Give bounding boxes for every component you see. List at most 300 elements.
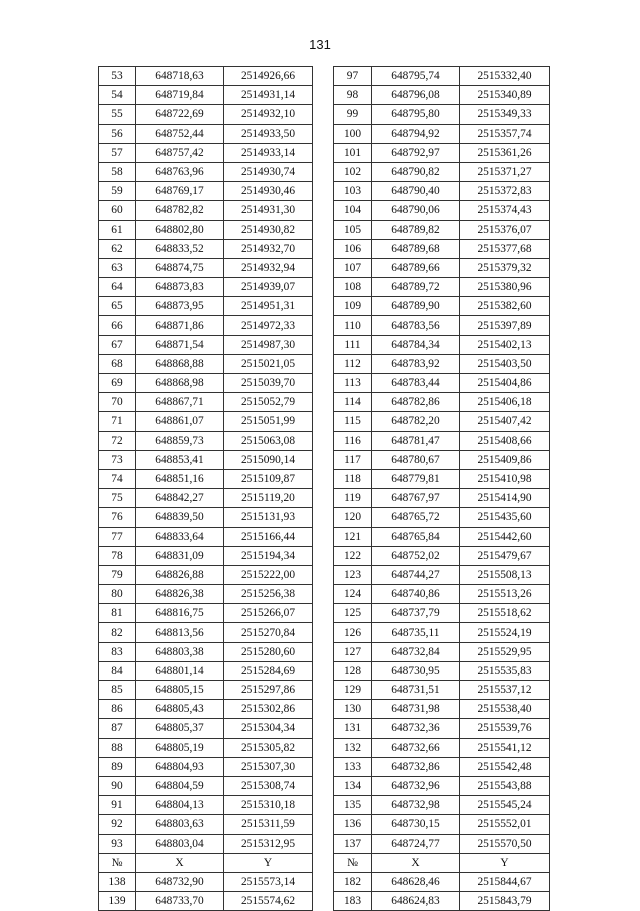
x-coordinate-cell: 648833,52: [136, 239, 224, 258]
point-number-cell: 55: [99, 105, 136, 124]
y-coordinate-cell: 2515542,48: [460, 757, 550, 776]
y-coordinate-cell: 2515305,82: [224, 738, 313, 757]
x-coordinate-cell: 648783,44: [372, 374, 460, 393]
x-coordinate-cell: 648804,93: [136, 757, 224, 776]
table-row: [99, 182, 313, 201]
coordinates-table-right: [333, 66, 550, 911]
table-row: [334, 86, 550, 105]
table-row: [334, 105, 550, 124]
table-row: [99, 258, 313, 277]
table-row: [334, 431, 550, 450]
point-number-cell: 68: [99, 354, 136, 373]
table-row: [99, 815, 313, 834]
y-coordinate-cell: 2514972,33: [224, 316, 313, 335]
point-number-cell: 127: [334, 642, 372, 661]
point-number-cell: 81: [99, 604, 136, 623]
y-coordinate-cell: 2515371,27: [460, 162, 550, 181]
x-coordinate-cell: 648826,38: [136, 585, 224, 604]
point-number-cell: 124: [334, 585, 372, 604]
x-coordinate-cell: 648861,07: [136, 412, 224, 431]
point-number-cell: 118: [334, 469, 372, 488]
y-coordinate-cell: 2515843,79: [460, 892, 550, 911]
y-coordinate-cell: 2515406,18: [460, 393, 550, 412]
column-header-num: №: [99, 853, 136, 872]
y-coordinate-cell: 2515304,34: [224, 719, 313, 738]
point-number-cell: 58: [99, 162, 136, 181]
x-coordinate-cell: 648805,43: [136, 700, 224, 719]
table-row: [99, 872, 313, 891]
x-coordinate-cell: 648873,83: [136, 278, 224, 297]
point-number-cell: 53: [99, 67, 136, 86]
x-coordinate-cell: 648853,41: [136, 450, 224, 469]
table-row: [99, 489, 313, 508]
x-coordinate-cell: 648816,75: [136, 604, 224, 623]
point-number-cell: 79: [99, 565, 136, 584]
table-row: [334, 796, 550, 815]
table-row: [99, 393, 313, 412]
x-coordinate-cell: 648826,88: [136, 565, 224, 584]
point-number-cell: 97: [334, 67, 372, 86]
y-coordinate-cell: 2515052,79: [224, 393, 313, 412]
point-number-cell: 73: [99, 450, 136, 469]
point-number-cell: 87: [99, 719, 136, 738]
column-header-y: Y: [224, 853, 313, 872]
point-number-cell: 89: [99, 757, 136, 776]
table-row: [334, 527, 550, 546]
x-coordinate-cell: 648780,67: [372, 450, 460, 469]
x-coordinate-cell: 648803,38: [136, 642, 224, 661]
point-number-cell: 86: [99, 700, 136, 719]
x-coordinate-cell: 648801,14: [136, 661, 224, 680]
point-number-cell: 71: [99, 412, 136, 431]
y-coordinate-cell: 2515552,01: [460, 815, 550, 834]
point-number-cell: 65: [99, 297, 136, 316]
x-coordinate-cell: 648790,40: [372, 182, 460, 201]
x-coordinate-cell: 648732,90: [136, 872, 224, 891]
x-coordinate-cell: 648731,98: [372, 700, 460, 719]
column-header-y: Y: [460, 853, 550, 872]
point-number-cell: 57: [99, 143, 136, 162]
x-coordinate-cell: 648789,90: [372, 297, 460, 316]
table-row: [334, 681, 550, 700]
table-row: [334, 892, 550, 911]
point-number-cell: 69: [99, 374, 136, 393]
y-coordinate-cell: 2514930,46: [224, 182, 313, 201]
y-coordinate-cell: 2515539,76: [460, 719, 550, 738]
table-row: [334, 182, 550, 201]
x-coordinate-cell: 648796,08: [372, 86, 460, 105]
y-coordinate-cell: 2515541,12: [460, 738, 550, 757]
x-coordinate-cell: 648842,27: [136, 489, 224, 508]
table-row: [99, 374, 313, 393]
table-row: [334, 719, 550, 738]
y-coordinate-cell: 2515349,33: [460, 105, 550, 124]
x-coordinate-cell: 648804,13: [136, 796, 224, 815]
x-coordinate-cell: 648802,80: [136, 220, 224, 239]
table-row: [334, 623, 550, 642]
table-row: [99, 757, 313, 776]
point-number-cell: 139: [99, 892, 136, 911]
page-number: 131: [309, 37, 331, 52]
point-number-cell: 108: [334, 278, 372, 297]
y-coordinate-cell: 2515377,68: [460, 239, 550, 258]
point-number-cell: 125: [334, 604, 372, 623]
x-coordinate-cell: 648732,84: [372, 642, 460, 661]
table-row: [334, 489, 550, 508]
x-coordinate-cell: 648859,73: [136, 431, 224, 450]
y-coordinate-cell: 2515407,42: [460, 412, 550, 431]
table-row: [99, 431, 313, 450]
x-coordinate-cell: 648624,83: [372, 892, 460, 911]
y-coordinate-cell: 2515090,14: [224, 450, 313, 469]
point-number-cell: 137: [334, 834, 372, 853]
table-row: [99, 776, 313, 795]
y-coordinate-cell: 2515543,88: [460, 776, 550, 795]
point-number-cell: 106: [334, 239, 372, 258]
table-row: [99, 700, 313, 719]
table-row: [334, 143, 550, 162]
point-number-cell: 130: [334, 700, 372, 719]
y-coordinate-cell: 2515307,30: [224, 757, 313, 776]
point-number-cell: 120: [334, 508, 372, 527]
point-number-cell: 135: [334, 796, 372, 815]
x-coordinate-cell: 648871,86: [136, 316, 224, 335]
table-row: [334, 776, 550, 795]
y-coordinate-cell: 2514987,30: [224, 335, 313, 354]
point-number-cell: 119: [334, 489, 372, 508]
table-row: [334, 469, 550, 488]
point-number-cell: 122: [334, 546, 372, 565]
y-coordinate-cell: 2514932,70: [224, 239, 313, 258]
y-coordinate-cell: 2515256,38: [224, 585, 313, 604]
y-coordinate-cell: 2515574,62: [224, 892, 313, 911]
y-coordinate-cell: 2515410,98: [460, 469, 550, 488]
table-row: [99, 412, 313, 431]
table-row: [99, 604, 313, 623]
x-coordinate-cell: 648867,71: [136, 393, 224, 412]
x-coordinate-cell: 648730,95: [372, 661, 460, 680]
point-number-cell: 138: [99, 872, 136, 891]
x-coordinate-cell: 648803,63: [136, 815, 224, 834]
table-row: [99, 162, 313, 181]
x-coordinate-cell: 648790,82: [372, 162, 460, 181]
point-number-cell: 83: [99, 642, 136, 661]
y-coordinate-cell: 2515131,93: [224, 508, 313, 527]
x-coordinate-cell: 648805,37: [136, 719, 224, 738]
x-coordinate-cell: 648805,19: [136, 738, 224, 757]
point-number-cell: 113: [334, 374, 372, 393]
x-coordinate-cell: 648871,54: [136, 335, 224, 354]
point-number-cell: 129: [334, 681, 372, 700]
table-row: [334, 67, 550, 86]
table-row: [334, 278, 550, 297]
point-number-cell: 128: [334, 661, 372, 680]
y-coordinate-cell: 2515194,34: [224, 546, 313, 565]
y-coordinate-cell: 2515340,89: [460, 86, 550, 105]
point-number-cell: 112: [334, 354, 372, 373]
table-row: [99, 565, 313, 584]
point-number-cell: 91: [99, 796, 136, 815]
table-header-row: [334, 853, 550, 872]
x-coordinate-cell: 648782,20: [372, 412, 460, 431]
y-coordinate-cell: 2515372,83: [460, 182, 550, 201]
point-number-cell: 105: [334, 220, 372, 239]
x-coordinate-cell: 648732,96: [372, 776, 460, 795]
point-number-cell: 90: [99, 776, 136, 795]
x-coordinate-cell: 648765,72: [372, 508, 460, 527]
point-number-cell: 80: [99, 585, 136, 604]
point-number-cell: 182: [334, 872, 372, 891]
point-number-cell: 74: [99, 469, 136, 488]
table-row: [334, 124, 550, 143]
y-coordinate-cell: 2515535,83: [460, 661, 550, 680]
table-row: [99, 661, 313, 680]
y-coordinate-cell: 2515435,60: [460, 508, 550, 527]
table-row: [99, 354, 313, 373]
y-coordinate-cell: 2515332,40: [460, 67, 550, 86]
table-row: [99, 335, 313, 354]
y-coordinate-cell: 2515844,67: [460, 872, 550, 891]
y-coordinate-cell: 2514930,74: [224, 162, 313, 181]
x-coordinate-cell: 648795,74: [372, 67, 460, 86]
table-row: [99, 527, 313, 546]
table-row: [99, 201, 313, 220]
table-row: [334, 546, 550, 565]
table-row: [99, 67, 313, 86]
table-row: [99, 546, 313, 565]
x-coordinate-cell: 648767,97: [372, 489, 460, 508]
y-coordinate-cell: 2515021,05: [224, 354, 313, 373]
point-number-cell: 93: [99, 834, 136, 853]
table-row: [99, 834, 313, 853]
point-number-cell: 131: [334, 719, 372, 738]
x-coordinate-cell: 648805,15: [136, 681, 224, 700]
x-coordinate-cell: 648803,04: [136, 834, 224, 853]
table-row: [334, 412, 550, 431]
table-row: [99, 585, 313, 604]
table-row: [99, 508, 313, 527]
y-coordinate-cell: 2515403,50: [460, 354, 550, 373]
table-row: [334, 834, 550, 853]
point-number-cell: 100: [334, 124, 372, 143]
table-row: [99, 316, 313, 335]
point-number-cell: 84: [99, 661, 136, 680]
point-number-cell: 116: [334, 431, 372, 450]
point-number-cell: 109: [334, 297, 372, 316]
x-coordinate-cell: 648789,66: [372, 258, 460, 277]
x-coordinate-cell: 648732,98: [372, 796, 460, 815]
point-number-cell: 61: [99, 220, 136, 239]
point-number-cell: 101: [334, 143, 372, 162]
x-coordinate-cell: 648789,72: [372, 278, 460, 297]
y-coordinate-cell: 2515039,70: [224, 374, 313, 393]
point-number-cell: 132: [334, 738, 372, 757]
x-coordinate-cell: 648731,51: [372, 681, 460, 700]
point-number-cell: 117: [334, 450, 372, 469]
point-number-cell: 76: [99, 508, 136, 527]
y-coordinate-cell: 2515311,59: [224, 815, 313, 834]
y-coordinate-cell: 2515357,74: [460, 124, 550, 143]
table-row: [99, 450, 313, 469]
x-coordinate-cell: 648782,86: [372, 393, 460, 412]
point-number-cell: 134: [334, 776, 372, 795]
point-number-cell: 115: [334, 412, 372, 431]
x-coordinate-cell: 648851,16: [136, 469, 224, 488]
point-number-cell: 66: [99, 316, 136, 335]
y-coordinate-cell: 2515109,87: [224, 469, 313, 488]
x-coordinate-cell: 648873,95: [136, 297, 224, 316]
table-row: [334, 393, 550, 412]
column-header-x: X: [136, 853, 224, 872]
y-coordinate-cell: 2515382,60: [460, 297, 550, 316]
point-number-cell: 64: [99, 278, 136, 297]
table-row: [99, 642, 313, 661]
y-coordinate-cell: 2514930,82: [224, 220, 313, 239]
x-coordinate-cell: 648781,47: [372, 431, 460, 450]
table-row: [99, 681, 313, 700]
x-coordinate-cell: 648784,34: [372, 335, 460, 354]
y-coordinate-cell: 2515361,26: [460, 143, 550, 162]
column-header-num: №: [334, 853, 372, 872]
point-number-cell: 121: [334, 527, 372, 546]
point-number-cell: 70: [99, 393, 136, 412]
y-coordinate-cell: 2515310,18: [224, 796, 313, 815]
x-coordinate-cell: 648752,02: [372, 546, 460, 565]
x-coordinate-cell: 648737,79: [372, 604, 460, 623]
x-coordinate-cell: 648769,17: [136, 182, 224, 201]
x-coordinate-cell: 648792,97: [372, 143, 460, 162]
x-coordinate-cell: 648874,75: [136, 258, 224, 277]
table-row: [334, 201, 550, 220]
table-row: [334, 738, 550, 757]
table-row: [334, 661, 550, 680]
y-coordinate-cell: 2515379,32: [460, 258, 550, 277]
x-coordinate-cell: 648813,56: [136, 623, 224, 642]
y-coordinate-cell: 2515529,95: [460, 642, 550, 661]
y-coordinate-cell: 2514931,14: [224, 86, 313, 105]
table-row: [99, 105, 313, 124]
table-header-row: [99, 853, 313, 872]
point-number-cell: 85: [99, 681, 136, 700]
x-coordinate-cell: 648735,11: [372, 623, 460, 642]
point-number-cell: 126: [334, 623, 372, 642]
x-coordinate-cell: 648752,44: [136, 124, 224, 143]
point-number-cell: 77: [99, 527, 136, 546]
table-row: [334, 220, 550, 239]
x-coordinate-cell: 648831,09: [136, 546, 224, 565]
x-coordinate-cell: 648868,98: [136, 374, 224, 393]
x-coordinate-cell: 648722,69: [136, 105, 224, 124]
y-coordinate-cell: 2515518,62: [460, 604, 550, 623]
x-coordinate-cell: 648765,84: [372, 527, 460, 546]
point-number-cell: 60: [99, 201, 136, 220]
y-coordinate-cell: 2515222,00: [224, 565, 313, 584]
point-number-cell: 82: [99, 623, 136, 642]
x-coordinate-cell: 648628,46: [372, 872, 460, 891]
table-row: [99, 892, 313, 911]
point-number-cell: 98: [334, 86, 372, 105]
y-coordinate-cell: 2515284,69: [224, 661, 313, 680]
y-coordinate-cell: 2515442,60: [460, 527, 550, 546]
table-row: [334, 374, 550, 393]
y-coordinate-cell: 2514939,07: [224, 278, 313, 297]
table-row: [334, 335, 550, 354]
y-coordinate-cell: 2515408,66: [460, 431, 550, 450]
y-coordinate-cell: 2515119,20: [224, 489, 313, 508]
x-coordinate-cell: 648733,70: [136, 892, 224, 911]
x-coordinate-cell: 648789,68: [372, 239, 460, 258]
point-number-cell: 103: [334, 182, 372, 201]
x-coordinate-cell: 648789,82: [372, 220, 460, 239]
x-coordinate-cell: 648724,77: [372, 834, 460, 853]
x-coordinate-cell: 648732,86: [372, 757, 460, 776]
column-header-x: X: [372, 853, 460, 872]
table-row: [334, 239, 550, 258]
y-coordinate-cell: 2515479,67: [460, 546, 550, 565]
table-row: [334, 815, 550, 834]
y-coordinate-cell: 2514932,94: [224, 258, 313, 277]
coordinates-table-left: [98, 66, 313, 911]
x-coordinate-cell: 648782,82: [136, 201, 224, 220]
x-coordinate-cell: 648783,56: [372, 316, 460, 335]
y-coordinate-cell: 2515051,99: [224, 412, 313, 431]
point-number-cell: 136: [334, 815, 372, 834]
y-coordinate-cell: 2515508,13: [460, 565, 550, 584]
y-coordinate-cell: 2515402,13: [460, 335, 550, 354]
table-row: [99, 124, 313, 143]
y-coordinate-cell: 2515397,89: [460, 316, 550, 335]
y-coordinate-cell: 2515524,19: [460, 623, 550, 642]
x-coordinate-cell: 648744,27: [372, 565, 460, 584]
table-row: [99, 623, 313, 642]
x-coordinate-cell: 648868,88: [136, 354, 224, 373]
point-number-cell: 54: [99, 86, 136, 105]
point-number-cell: 107: [334, 258, 372, 277]
point-number-cell: 133: [334, 757, 372, 776]
point-number-cell: 102: [334, 162, 372, 181]
y-coordinate-cell: 2515545,24: [460, 796, 550, 815]
table-row: [334, 565, 550, 584]
table-row: [334, 162, 550, 181]
table-row: [334, 316, 550, 335]
table-row: [334, 757, 550, 776]
table-row: [99, 297, 313, 316]
point-number-cell: 123: [334, 565, 372, 584]
x-coordinate-cell: 648783,92: [372, 354, 460, 373]
table-row: [334, 508, 550, 527]
y-coordinate-cell: 2514926,66: [224, 67, 313, 86]
point-number-cell: 67: [99, 335, 136, 354]
x-coordinate-cell: 648740,86: [372, 585, 460, 604]
y-coordinate-cell: 2514933,14: [224, 143, 313, 162]
x-coordinate-cell: 648794,92: [372, 124, 460, 143]
point-number-cell: 110: [334, 316, 372, 335]
table-row: [99, 796, 313, 815]
y-coordinate-cell: 2515302,86: [224, 700, 313, 719]
x-coordinate-cell: 648732,66: [372, 738, 460, 757]
table-row: [334, 450, 550, 469]
x-coordinate-cell: 648730,15: [372, 815, 460, 834]
y-coordinate-cell: 2515414,90: [460, 489, 550, 508]
y-coordinate-cell: 2515573,14: [224, 872, 313, 891]
y-coordinate-cell: 2515404,86: [460, 374, 550, 393]
y-coordinate-cell: 2515266,07: [224, 604, 313, 623]
point-number-cell: 72: [99, 431, 136, 450]
y-coordinate-cell: 2515374,43: [460, 201, 550, 220]
x-coordinate-cell: 648718,63: [136, 67, 224, 86]
x-coordinate-cell: 648833,64: [136, 527, 224, 546]
point-number-cell: 183: [334, 892, 372, 911]
